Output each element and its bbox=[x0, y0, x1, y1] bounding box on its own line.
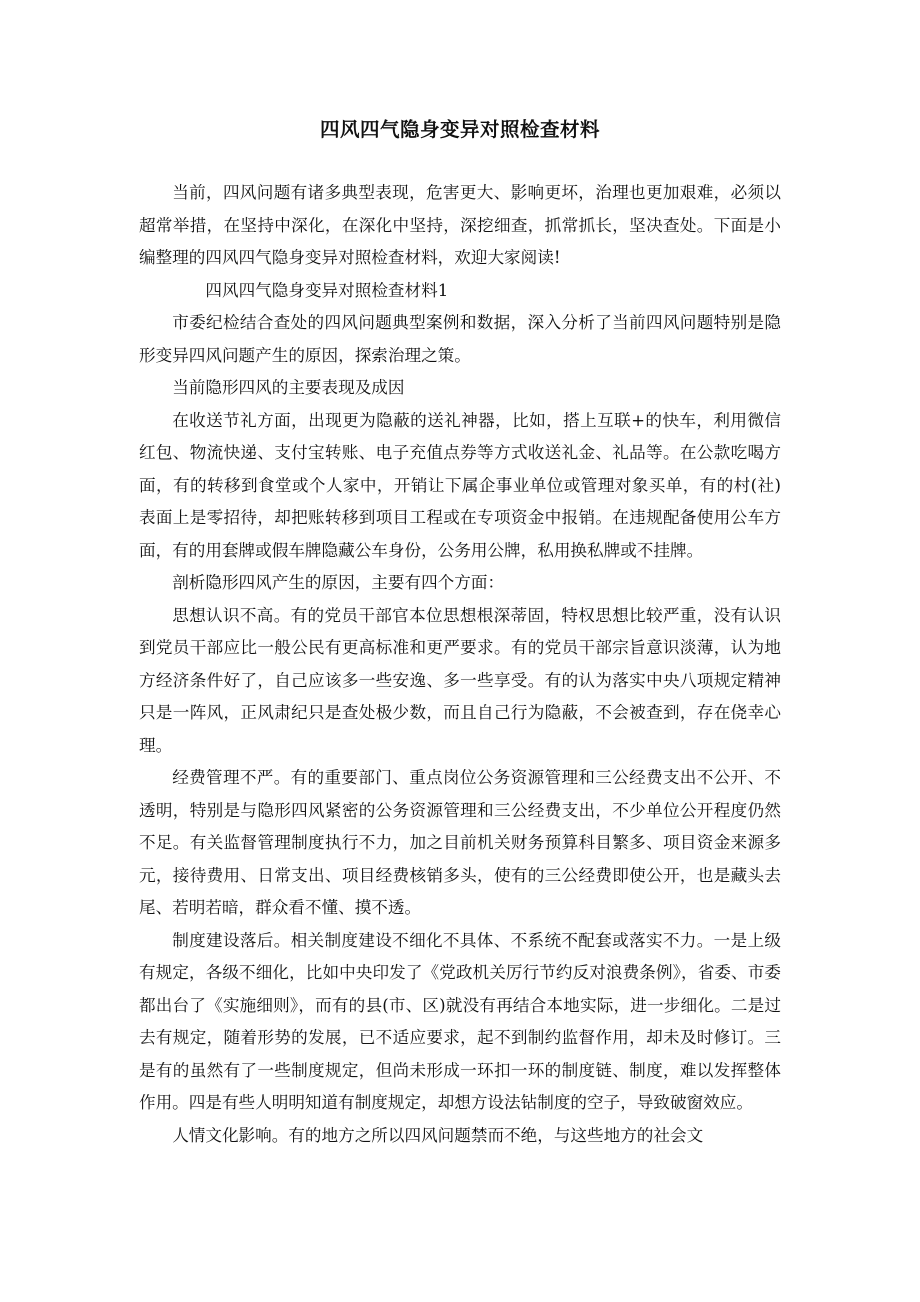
body-paragraph: 制度建设落后。相关制度建设不细化不具体、不系统不配套或落实不力。一是上级有规定，各级不细化，比如中央印发了《党政机关厉行节约反对浪费条例》，省委、市委都出台了《实施细则》，而有的县(市、区)就没有再结合本地实际，进一步细化。二是过去有规定，随着形势的发展，已不适应要求，起不到制约监督作用，却未及时修订。三是有的虽然有了一些制度规定，但尚未形成一环扣一环的制度链、制度，难以发挥整体作用。四是有些人明明知道有制度规定，却想方设法钻制度的空子，导致破窗效应。 bbox=[139, 930, 781, 1112]
document-title: 四风四气隐身变异对照检查材料 bbox=[319, 118, 600, 141]
intro-paragraph: 当前，四风问题有诸多典型表现，危害更大、影响更坏，治理也更加艰难，必须以超常举措，在坚持中深化，在深化中坚持，深挖细查，抓常抓长，坚决查处。下面是小编整理的四风四气隐身变异对照检查材料，欢迎大家阅读! bbox=[139, 183, 781, 267]
body-paragraph: 剖析隐形四风产生的原因，主要有四个方面： bbox=[172, 573, 505, 592]
body-paragraph: 市委纪检结合查处的四风问题典型案例和数据，深入分析了当前四风问题特别是隐形变异四风问题产生的原因，探索治理之策。 bbox=[139, 313, 781, 365]
document-body bbox=[139, 177, 781, 1152]
body-paragraph: 人情文化影响。有的地方之所以四风问题禁而不绝，与这些地方的社会文 bbox=[172, 1125, 704, 1145]
section-heading: 四风四气隐身变异对照检查材料1 bbox=[205, 280, 449, 300]
subsection-heading: 当前隐形四风的主要表现及成因 bbox=[172, 378, 405, 397]
body-paragraph: 思想认识不高。有的党员干部官本位思想根深蒂固，特权思想比较严重，没有认识到党员干部应比一般公民有更高标准和更严要求。有的党员干部宗旨意识淡薄，认为地方经济条件好了，自己应该多一些安逸、多一些享受。有的认为落实中央八项规定精神只是一阵风，正风肃纪只是查处极少数，而且自己行为隐蔽，不会被查到，存在侥幸心理。 bbox=[139, 605, 781, 755]
body-paragraph: 经费管理不严。有的重要部门、重点岗位公务资源管理和三公经费支出不公开、不透明，特别是与隐形四风紧密的公务资源管理和三公经费支出，不少单位公开程度仍然不足。有关监督管理制度执行不力，加之目前机关财务预算科目繁多、项目资金来源多元，接待费用、日常支出、项目经费核销多头，使有的三公经费即使公开，也是藏头去尾、若明若暗，群众看不懂、摸不透。 bbox=[139, 768, 781, 917]
body-paragraph: 在收送节礼方面，出现更为隐蔽的送礼神器，比如，搭上互联+的快车，利用微信红包、物流快递、支付宝转账、电子充值点券等方式收送礼金、礼品等。在公款吃喝方面，有的转移到食堂或个人家中，开销让下属企事业单位或管理对象买单，有的村(社)表面上是零招待，却把账转移到项目工程或在专项资金中报销。在违规配备使用公车方面，有的用套牌或假车牌隐藏公车身份，公务用公牌，私用换私牌或不挂牌。 bbox=[139, 410, 781, 560]
